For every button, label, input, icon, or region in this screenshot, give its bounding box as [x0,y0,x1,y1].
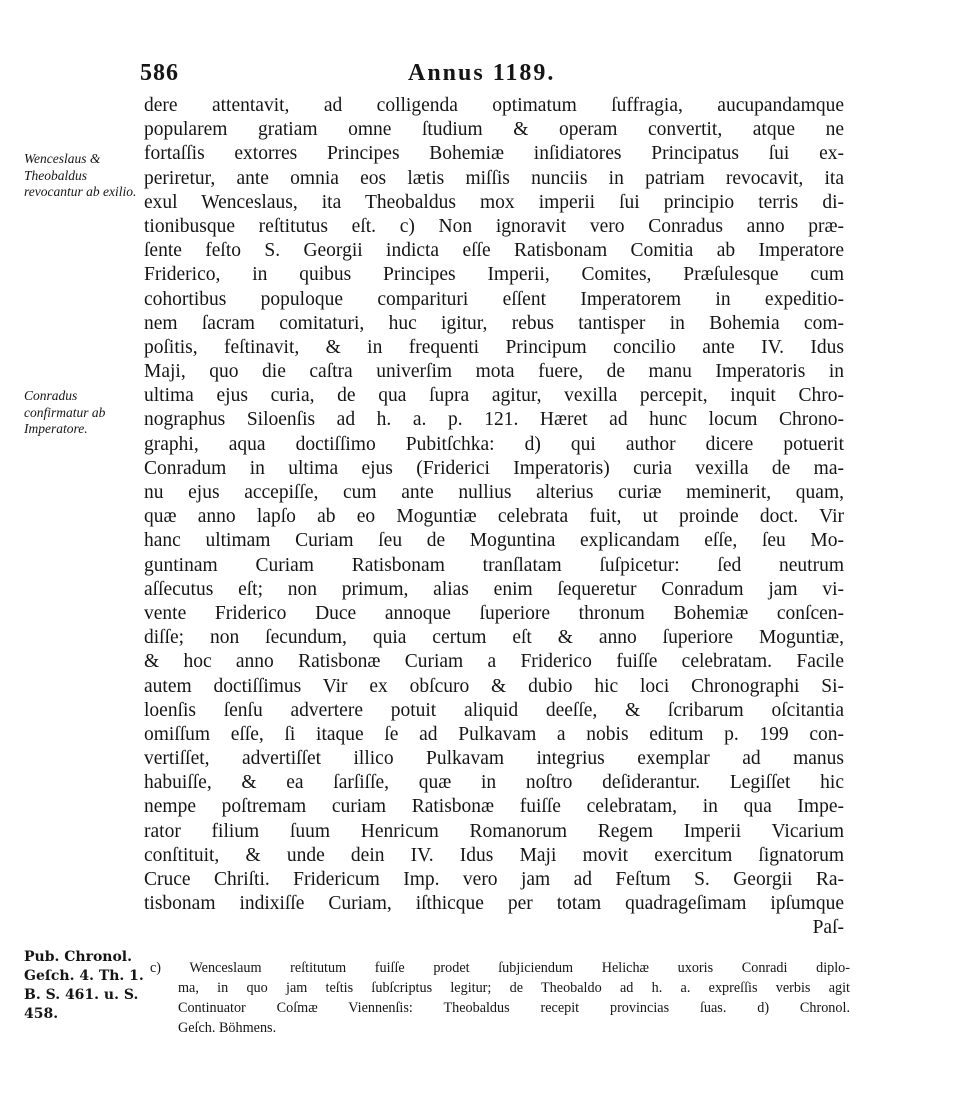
footnotes [150,958,850,1038]
text-line: Cruce Chriſti. Fridericum Imp. vero jam ad Feſtum S. Georgii Ra- [144,869,844,890]
text-line: diſſe; non ſecundum, quia certum eſt & anno ſuperiore Moguntiæ, [144,627,844,649]
text-line: periretur, ante omnia eos lætis miſſis nunciis in patriam revocavit, ita [144,167,844,189]
text-line: poſitis, feſtinavit, & in frequenti Principum concilio ante IV. Idus [144,336,844,358]
margin-note: Conradus confirmatur ab Imperatore. [24,388,106,436]
footnote-line: ma, in quo jam teſtis ſubſcriptus legitur; de Theobaldo ad h. a. expreſſis verbis agit [178,980,850,996]
text-line: dere attentavit, ad colligenda optimatum ſuffragia, aucupandamque [144,95,844,116]
text-line: graphi, aqua doctiſſimo Pubitſchka: d) qui author dicere potuerit [144,433,844,455]
footnote-line: c) Wenceslaum reſtitutum fuiſſe prodet ſubjiciendum Helichæ uxoris Conradi diplo- [150,960,850,976]
text-line: guntinam Curiam Ratisbonam tranſlatam ſuſpicetur: ſed neutrum [144,554,844,576]
text-line: exul Wenceslaus, ita Theobaldus mox imperii ſui principio terris di- [144,191,844,213]
text-line: vente Friderico Duce annoque ſuperiore thronum Bohemiæ conſcen- [144,602,844,624]
catchword: Paſ- [812,917,844,939]
footnote-line: Geſch. Böhmens. [178,1020,277,1036]
text-line: conſtituit, & unde dein IV. Idus Maji movit exercitum ſignatorum [144,844,844,866]
text-line: habuiſſe, & ea ſarſiſſe, quæ in noſtro deſiderantur. Legiſſet hic [144,772,844,794]
text-line: ſente feſto S. Georgii indicta eſſe Ratisbonam Comitia ab Imperatore [144,240,844,262]
text-line: ultima ejus curia, de qua ſupra agitur, vexilla percepit, inquit Chro- [144,385,844,407]
text-line: Maji, quo die caſtra univerſim mota fuere, de manu Imperatoris in [144,361,844,383]
text-line: & hoc anno Ratisbonæ Curiam a Friderico fuiſſe celebratam. Facile [144,651,844,673]
margin-note: Wenceslaus & Theobaldus revocantur ab exilio. [24,151,137,199]
text-line: popularem gratiam omne ſtudium & operam convertit, atque ne [144,119,844,141]
text-line: nem ſacram comitaturi, huc igitur, rebus tantisper in Bohemia com- [144,312,844,334]
text-line: nographus Siloenſis ad h. a. p. 121. Hæret ad hunc locum Chrono- [144,409,844,431]
text-line: loenſis ſenſu advertere potuit aliquid deeſſe, & ſcribarum oſcitantia [144,699,844,721]
text-line: tionibusque reſtitutus eſt. c) Non ignoravit vero Conradus anno præ- [144,215,844,237]
text-line: fortaſſis extorres Principes Bohemiæ inſidiatores Principatus ſui ex- [144,143,844,165]
text-line: vertiſſet, advertiſſet illico Pulkavam integrius exemplar ad manus [144,748,844,770]
text-line: Friderico, in quibus Principes Imperii, Comites, Præſulesque cum [144,264,844,286]
text-line: omiſſum eſſe, ſi itaque ſe ad Pulkavam a nobis editum p. 199 con- [144,723,844,745]
running-title: Annus 1189. [408,60,556,86]
text-line: quæ anno lapſo ab eo Moguntiæ celebrata fuit, ut proinde doct. Vir [144,506,844,528]
text-line: hanc ultimam Curiam ſeu de Moguntina explicandam eſſe, ſeu Mo- [144,530,844,552]
text-line: cohortibus populoque compariturі eſſent Imperatorem in expeditio- [144,288,844,310]
text-line: Conradum in ultima ejus (Friderici Imperatoris) curia vexilla de ma- [144,457,844,479]
text-line: tisbonam indixiſſe Curiam, iſthicque per totam quadrageſimam ipſumque [144,893,844,915]
text-line: rator filium ſuum Henricum Romanorum Regem Imperii Vicarium [144,820,844,842]
main-text [144,94,844,941]
text-line: aſſecutus eſt; non primum, alias enim ſequeretur Conradum jam vi- [144,578,844,600]
source-reference: Pub. Chronol. Geſch. 4. Th. 1. B. S. 461. u. S. 458. [24,949,144,1022]
text-line: autem doctiſſimus Vir ex obſcuro & dubio hic loci Chronographi Si- [144,675,844,697]
text-line: nu ejus accepiſſe, cum ante nullius alterius curiæ meminerit, quam, [144,482,844,503]
text-line: nempe poſtremam curiam Ratisbonæ fuiſſe celebratam, in qua Impe- [144,796,844,818]
page-number: 586 [140,60,179,86]
footnote-line: Continuator Coſmæ Viennenſis: Theobaldus recepit provincias ſuas. d) Chronol. [178,1000,850,1016]
